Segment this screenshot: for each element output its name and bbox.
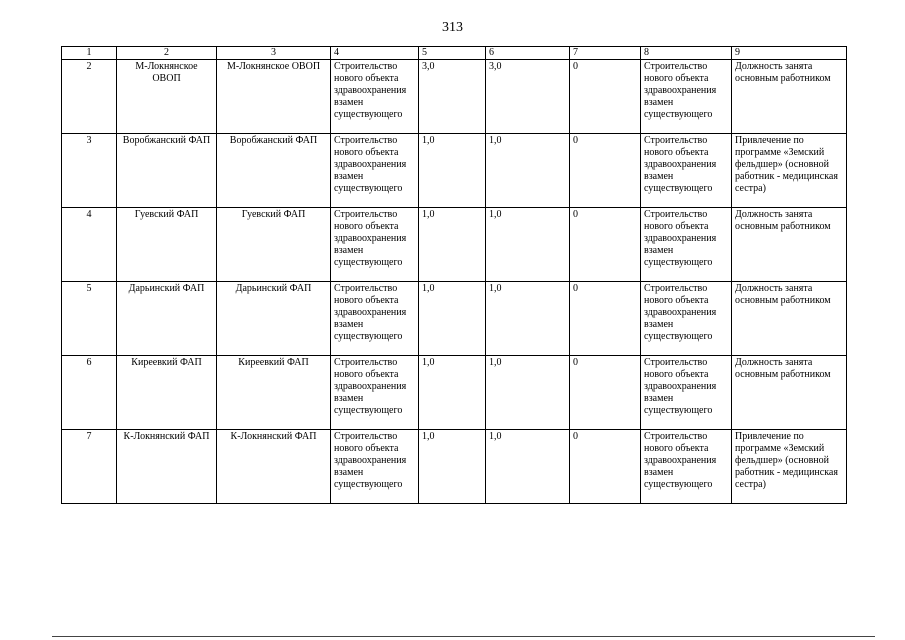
value-cell: 0	[570, 356, 641, 430]
facility-name-cell: Киреевкий ФАП	[117, 356, 217, 430]
row-number-cell: 5	[62, 282, 117, 356]
col-header: 2	[117, 47, 217, 60]
value-cell: 1,0	[419, 134, 486, 208]
staffing-cell: Должность занята основным работником	[732, 208, 847, 282]
measure-cell: Строительство нового объекта здравоохранения взамен существующего	[641, 356, 732, 430]
page-bottom-divider	[52, 636, 875, 637]
value-cell: 0	[570, 208, 641, 282]
value-cell: 1,0	[419, 356, 486, 430]
value-cell: 1,0	[419, 208, 486, 282]
facility-name-cell: Воробжанский ФАП	[217, 134, 331, 208]
table-row	[62, 134, 847, 208]
value-cell: 1,0	[419, 282, 486, 356]
staffing-cell: Должность занята основным работником	[732, 60, 847, 134]
row-number-cell: 2	[62, 60, 117, 134]
table-row	[62, 356, 847, 430]
col-header: 5	[419, 47, 486, 60]
facility-name-cell: Гуевский ФАП	[117, 208, 217, 282]
facility-name-cell: М-Локнянское ОВОП	[217, 60, 331, 134]
value-cell: 1,0	[486, 356, 570, 430]
row-number-cell: 3	[62, 134, 117, 208]
table-row	[62, 208, 847, 282]
measure-cell: Строительство нового объекта здравоохранения взамен существующего	[641, 208, 732, 282]
facilities-table	[61, 46, 847, 504]
measure-cell: Строительство нового объекта здравоохранения взамен существующего	[641, 430, 732, 504]
measure-cell: Строительство нового объекта здравоохранения взамен существующего	[641, 282, 732, 356]
measure-cell: Строительство нового объекта здравоохранения взамен существующего	[331, 60, 419, 134]
value-cell: 1,0	[486, 134, 570, 208]
value-cell: 0	[570, 134, 641, 208]
facility-name-cell: К-Локнянский ФАП	[117, 430, 217, 504]
measure-cell: Строительство нового объекта здравоохранения взамен существующего	[331, 134, 419, 208]
col-header: 1	[62, 47, 117, 60]
measure-cell: Строительство нового объекта здравоохранения взамен существующего	[331, 356, 419, 430]
table-row	[62, 60, 847, 134]
measure-cell: Строительство нового объекта здравоохранения взамен существующего	[331, 282, 419, 356]
staffing-cell: Должность занята основным работником	[732, 356, 847, 430]
facility-name-cell: Дарьинский ФАП	[217, 282, 331, 356]
table-header-row	[62, 47, 847, 60]
page-number: 313	[442, 20, 463, 35]
value-cell: 1,0	[486, 430, 570, 504]
value-cell: 1,0	[486, 282, 570, 356]
value-cell: 3,0	[419, 60, 486, 134]
value-cell: 3,0	[486, 60, 570, 134]
staffing-cell: Привлечение по программе «Земский фельдшер» (основной работник - медицинская сестра)	[732, 134, 847, 208]
measure-cell: Строительство нового объекта здравоохранения взамен существующего	[331, 208, 419, 282]
col-header: 7	[570, 47, 641, 60]
facility-name-cell: М-Локнянское ОВОП	[117, 60, 217, 134]
table-row	[62, 282, 847, 356]
facility-name-cell: Воробжанский ФАП	[117, 134, 217, 208]
facility-name-cell: Гуевский ФАП	[217, 208, 331, 282]
col-header: 9	[732, 47, 847, 60]
facility-name-cell: Киреевкий ФАП	[217, 356, 331, 430]
measure-cell: Строительство нового объекта здравоохранения взамен существующего	[641, 60, 732, 134]
facility-name-cell: Дарьинский ФАП	[117, 282, 217, 356]
col-header: 3	[217, 47, 331, 60]
staffing-cell: Должность занята основным работником	[732, 282, 847, 356]
row-number-cell: 4	[62, 208, 117, 282]
table-row	[62, 430, 847, 504]
value-cell: 0	[570, 282, 641, 356]
value-cell: 1,0	[419, 430, 486, 504]
row-number-cell: 7	[62, 430, 117, 504]
col-header: 4	[331, 47, 419, 60]
value-cell: 0	[570, 60, 641, 134]
col-header: 8	[641, 47, 732, 60]
value-cell: 0	[570, 430, 641, 504]
measure-cell: Строительство нового объекта здравоохранения взамен существующего	[641, 134, 732, 208]
facility-name-cell: К-Локнянский ФАП	[217, 430, 331, 504]
col-header: 6	[486, 47, 570, 60]
measure-cell: Строительство нового объекта здравоохранения взамен существующего	[331, 430, 419, 504]
staffing-cell: Привлечение по программе «Земский фельдшер» (основной работник - медицинская сестра)	[732, 430, 847, 504]
row-number-cell: 6	[62, 356, 117, 430]
value-cell: 1,0	[486, 208, 570, 282]
